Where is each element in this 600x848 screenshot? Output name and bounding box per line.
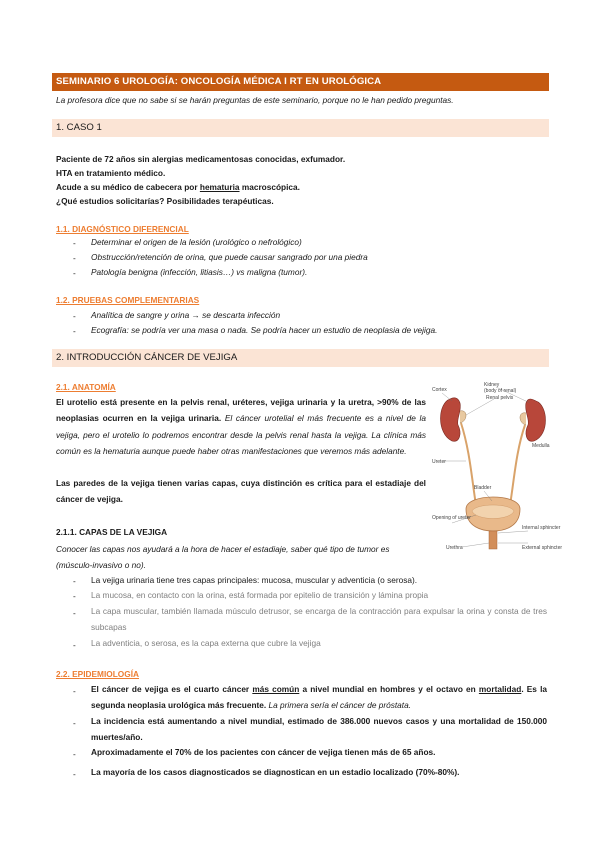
bullet: - (73, 686, 76, 696)
list-item: Obstrucción/retención de orina, que puede causar sangrado por una piedra (91, 252, 368, 262)
list-item: La adventicia, o serosa, es la capa externa que cubre la vejiga (91, 638, 321, 648)
fig-label: Kidney (484, 382, 500, 388)
section-1-heading: 1. CASO 1 (56, 122, 102, 133)
section-heading-bar (52, 119, 549, 137)
section-heading-bar (52, 349, 549, 367)
anatomy-paragraph-1: El urotelio está presente en la pelvis renal, uréteres, vejiga urinaria y la uretra, >90% de las neoplasias ocurren en la vejiga urinaria. El cáncer urotelial el más frecuente es a nivel de la vejiga, pero el urotelio lo podremos encontrar desde la pelvis renal hasta la vejiga. La clínica más común es la hematuria aunque puede haber otras manifestaciones que veremos más adelante. (56, 397, 427, 457)
sub-heading-anatomy: 2.1. ANATOMÍA (56, 382, 116, 392)
fig-label: Internal sphincter (522, 525, 561, 531)
title-bar (52, 73, 549, 91)
bullet: - (73, 238, 76, 248)
page-title: SEMINARIO 6 UROLOGÍA: ONCOLOGÍA MÉDICA I RT EN UROLÓGICA (56, 76, 382, 87)
case-line-1: Paciente de 72 años sin alergias medicamentosas conocidas, exfumador. (56, 154, 346, 164)
list-item: Patología benigna (infección, litiasis…) vs maligna (tumor). (91, 267, 308, 277)
bullet: - (73, 608, 76, 618)
fig-label: Ureter (432, 459, 446, 465)
bullet: - (73, 576, 76, 586)
case-line-3: Acude a su médico de cabecera por hematuria macroscópica. (56, 182, 300, 192)
fig-label: External sphincter (522, 545, 563, 551)
bullet: - (73, 268, 76, 278)
bullet: - (73, 718, 76, 728)
sub-heading-pc: 1.2. PRUEBAS COMPLEMENTARIAS (56, 295, 200, 305)
section-2-heading: 2. INTRODUCCIÓN CÁNCER DE VEJIGA (56, 352, 238, 363)
urinary-system-illustration (432, 381, 563, 557)
sub-heading-layers: 2.1.1. CAPAS DE LA VEJIGA (56, 527, 168, 537)
fig-label: Bladder (474, 485, 492, 491)
bullet: - (73, 591, 76, 601)
list-item: El cáncer de vejiga es el cuarto cáncer más común a nivel mundial en hombres y el octavo en mortalidad. Es la segunda neoplasia urológica más frecuente. La primera sería el cáncer de próstata. (91, 684, 548, 710)
bullet: - (73, 769, 76, 779)
fig-label: Cortex (432, 387, 447, 393)
list-item: Ecografía: se podría ver una masa o nada. Se podría hacer un estudio de neoplasia de vejiga. (91, 325, 438, 335)
fig-label: Renal pelvis (486, 395, 514, 401)
list-item: La mayoría de los casos diagnosticados se diagnostican en un estadio localizado (70%-80%). (91, 767, 460, 777)
bullet: - (73, 311, 76, 321)
list-item: Aproximadamente el 70% de los pacientes con cáncer de vejiga tienen más de 65 años. (91, 747, 436, 757)
anatomy-paragraph-2: Las paredes de la vejiga tienen varias capas, cuya distinción es crítica para el estadiaje del cáncer de vejiga. (56, 478, 426, 505)
list-item: La mucosa, en contacto con la orina, está formada por epitelio de transición y lámina propia (91, 590, 429, 600)
bullet: - (73, 749, 76, 759)
fig-label: Urethra (446, 545, 463, 551)
case-line-2: HTA en tratamiento médico. (56, 168, 166, 178)
bullet: - (73, 326, 76, 336)
list-item: La capa muscular, también llamada músculo detrusor, se encarga de la contracción para expulsar la orina y consta de tres subcapas (91, 606, 547, 632)
fig-label: Medulla (532, 443, 550, 449)
list-item: Analítica de sangre y orina → se descarta infección (91, 310, 281, 320)
case-line-4: ¿Qué estudios solicitarías? Posibilidades terapéuticas. (56, 196, 274, 206)
bullet: - (73, 640, 76, 650)
intro-note: La profesora dice que no sabe si se harán preguntas de este seminario, porque no le han pedido preguntas. (56, 95, 454, 105)
list-item: La vejiga urinaria tiene tres capas principales: mucosa, muscular y adventicia (o serosa). (91, 575, 418, 585)
sub-heading-epidemiology: 2.2. EPIDEMIOLOGÍA (56, 669, 139, 679)
bullet: - (73, 253, 76, 263)
list-item: Determinar el origen de la lesión (urológico o nefrológico) (91, 237, 302, 247)
list-item: La incidencia está aumentando a nivel mundial, estimado de 386.000 nuevos casos y una mortalidad de 150.000 muertes/año. (91, 716, 547, 742)
sub-heading-dd: 1.1. DIAGNÓSTICO DIFERENCIAL (56, 224, 189, 234)
fig-label: (body of renal) (484, 388, 517, 394)
fig-label: Opening of ureter (432, 515, 471, 521)
layers-intro: Conocer las capas nos ayudará a la hora de hacer el estadiaje, saber qué tipo de tumor es (músculo-invasivo o no). (56, 544, 390, 571)
